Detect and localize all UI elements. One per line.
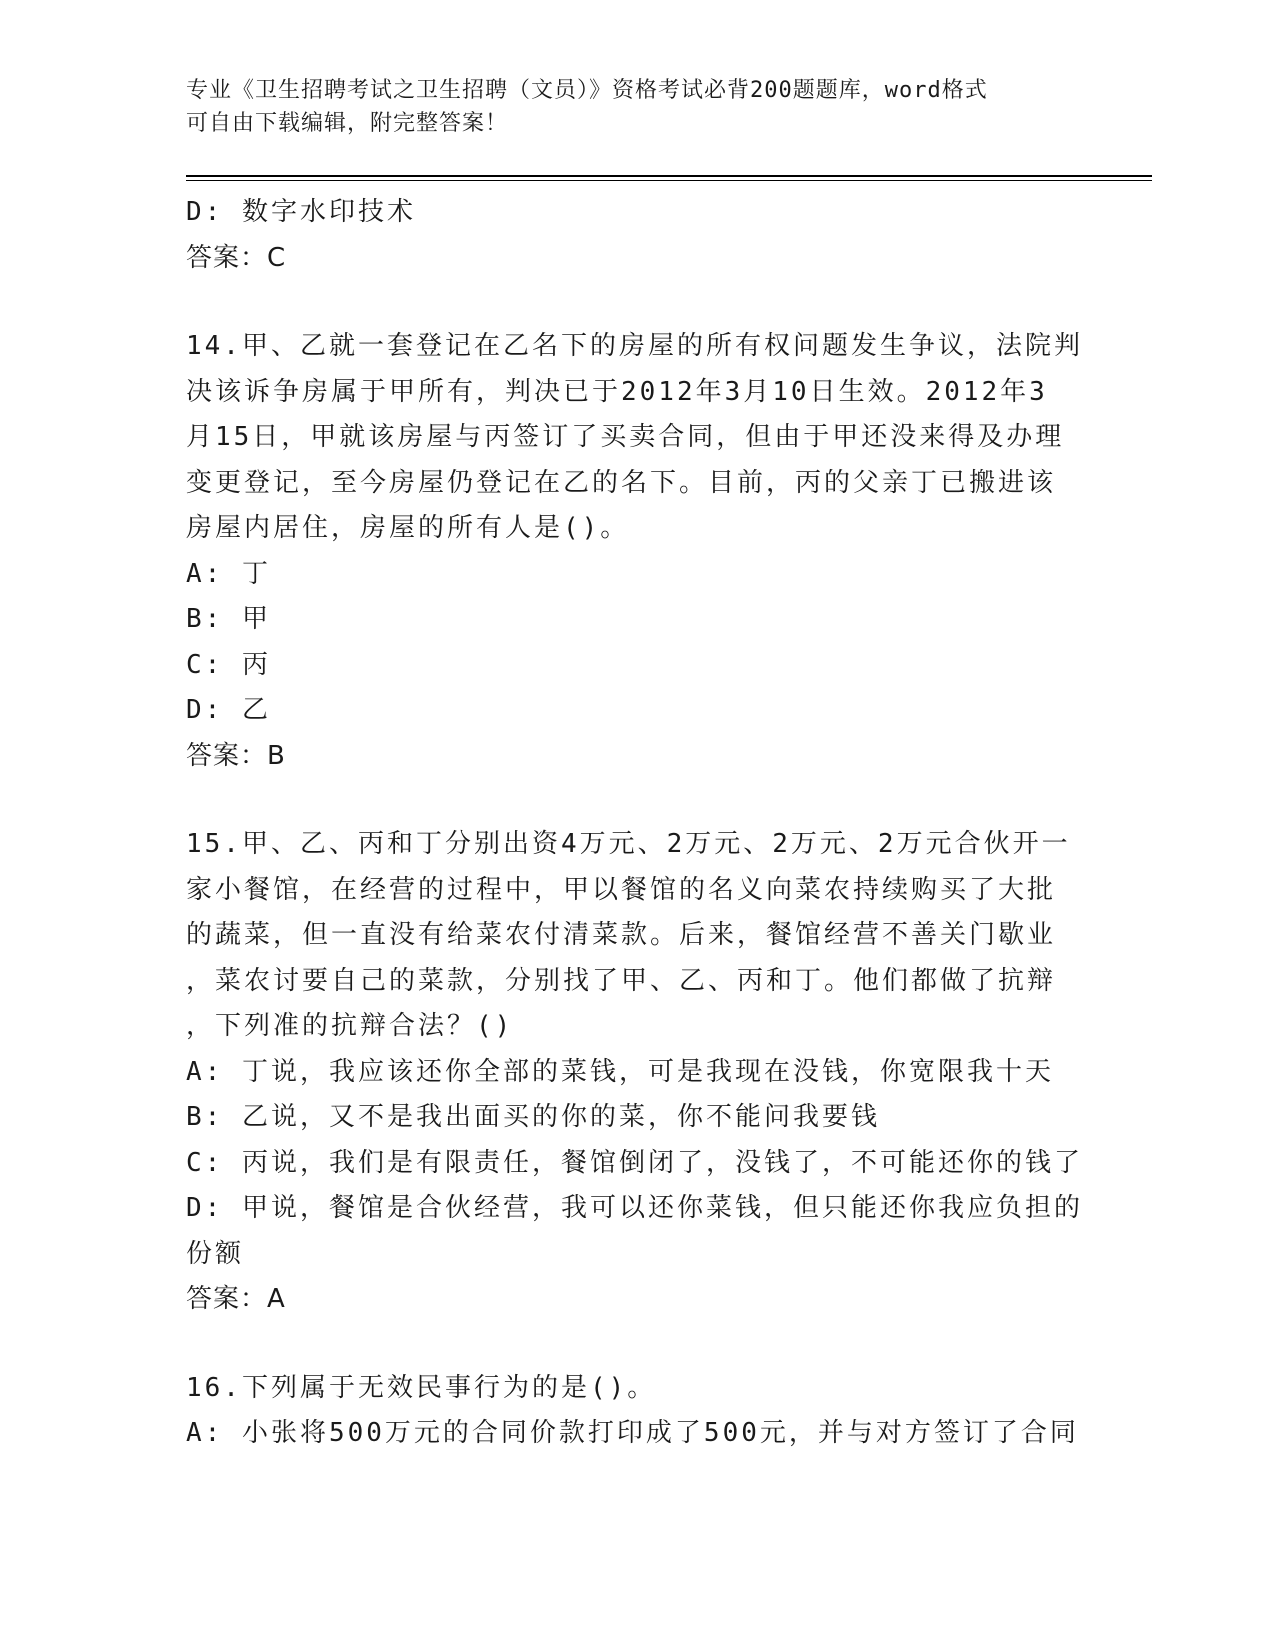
question-line: 15.甲、乙、丙和丁分别出资4万元、2万元、2万元、2万元合伙开一 — [186, 829, 1071, 859]
option-d: D: 甲说，餐馆是合伙经营，我可以还你菜钱，但只能还你我应负担的 — [186, 1193, 1083, 1223]
option-b: B: 乙说，又不是我出面买的你的菜，你不能问我要钱 — [186, 1102, 880, 1132]
option-a: A: 小张将500万元的合同价款打印成了500元，并与对方签订了合同 — [186, 1418, 1079, 1448]
option-b: B: 甲 — [186, 604, 271, 634]
question-content — [186, 190, 1086, 1457]
option-a: A: 丁 — [186, 558, 271, 589]
header-rule-thin — [186, 180, 1152, 181]
question-line: 月15日，甲就该房屋与丙签订了买卖合同，但由于甲还没来得及办理 — [186, 422, 1065, 452]
header-rule-thick — [186, 175, 1152, 177]
answer: 答案：A — [186, 1284, 286, 1314]
question-line: 决该诉争房属于甲所有，判决已于2012年3月10日生效。2012年3 — [186, 376, 1048, 407]
question-line: 房屋内居住，房屋的所有人是()。 — [186, 513, 630, 543]
question-line: ，菜农讨要自己的菜款，分别找了甲、乙、丙和丁。他们都做了抗辩 — [186, 965, 1057, 996]
prev-option-d: D: 数字水印技术 — [186, 197, 416, 227]
question-line: 16.下列属于无效民事行为的是()。 — [186, 1372, 657, 1403]
question-14 — [186, 324, 1086, 779]
question-line: 的蔬菜，但一直没有给菜农付清菜款。后来，餐馆经营不善关门歇业 — [186, 920, 1057, 950]
answer: 答案：B — [186, 740, 286, 771]
option-d-continued: 份额 — [186, 1238, 245, 1269]
question-16 — [186, 1366, 1086, 1457]
prev-answer: 答案：C — [186, 242, 287, 273]
question-line: 14.甲、乙就一套登记在乙名下的房屋的所有权问题发生争议，法院判 — [186, 331, 1083, 361]
question-15 — [186, 822, 1086, 1323]
question-line: 家小餐馆，在经营的过程中，甲以餐馆的名义向菜农持续购买了大批 — [186, 874, 1057, 905]
question-line: ，下列准的抗辩合法？() — [186, 1011, 514, 1041]
option-d: D: 乙 — [186, 695, 271, 725]
option-c: C: 丙说，我们是有限责任，餐馆倒闭了，没钱了，不可能还你的钱了 — [186, 1147, 1083, 1178]
document-header — [186, 74, 1086, 140]
option-a: A: 丁说，我应该还你全部的菜钱，可是我现在没钱，你宽限我十天 — [186, 1056, 1054, 1087]
header-line-2: 可自由下载编辑，附完整答案！ — [186, 111, 509, 136]
option-c: C: 丙 — [186, 649, 271, 680]
header-line-1: 专业《卫生招聘考试之卫生招聘（文员）》资格考试必背200题题库，word格式 — [186, 78, 988, 103]
question-line: 变更登记，至今房屋仍登记在乙的名下。目前，丙的父亲丁已搬进该 — [186, 467, 1057, 498]
